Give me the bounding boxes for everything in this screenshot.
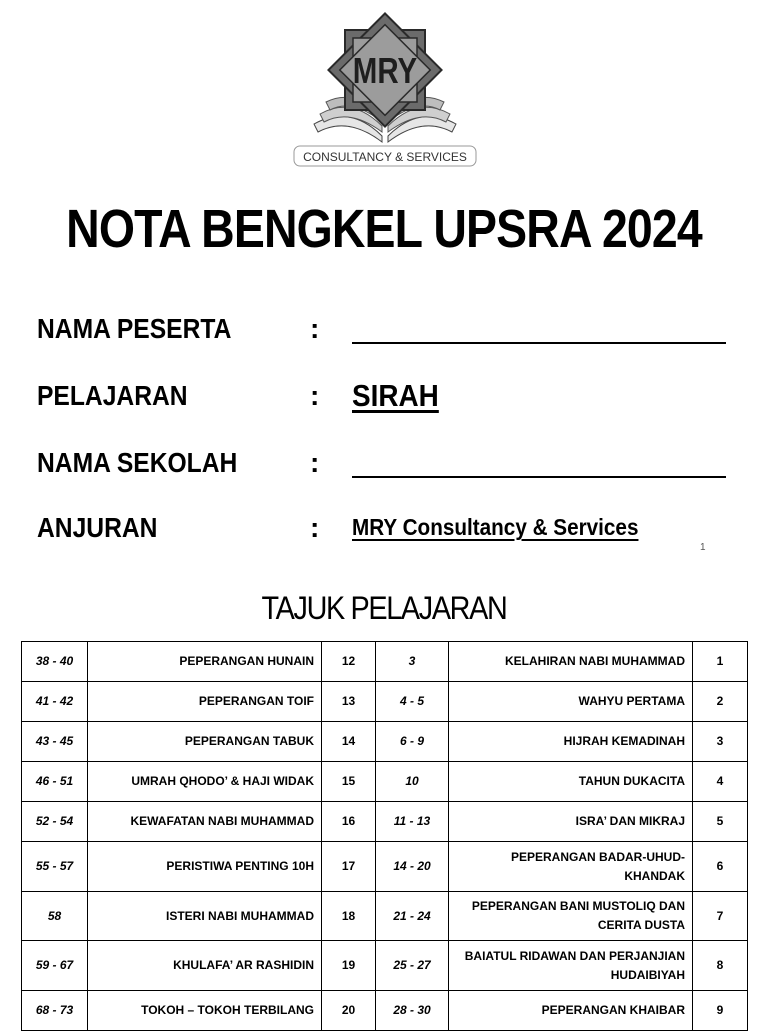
left-pages-cell: 46 - 51 [22,762,88,802]
left-number-cell: 14 [322,722,376,762]
right-topic-cell: PEPERANGAN BANI MUSTOLIQ DAN CERITA DUSTA [449,892,693,941]
right-topic-cell: PEPERANGAN BADAR-UHUD-KHANDAK [449,842,693,892]
left-number-cell: 12 [322,642,376,682]
left-number-cell: 20 [322,991,376,1031]
field-colon: : [310,447,320,478]
left-topic-cell: KHULAFA’ AR RASHIDIN [88,941,322,991]
left-number-cell: 19 [322,941,376,991]
right-number-cell: 6 [693,842,748,892]
table-row [22,941,748,991]
topics-table [21,641,748,1031]
left-topic-cell: PEPERANGAN HUNAIN [88,642,322,682]
table-row [22,802,748,842]
right-number-cell: 8 [693,941,748,991]
right-pages-cell: 11 - 13 [376,802,449,842]
right-pages-cell: 25 - 27 [376,941,449,991]
right-number-cell: 9 [693,991,748,1031]
table-row [22,682,748,722]
pelajaran-value: SIRAH [352,378,439,413]
right-number-cell: 4 [693,762,748,802]
left-topic-cell: KEWAFATAN NABI MUHAMMAD [88,802,322,842]
table-row [22,642,748,682]
left-number-cell: 15 [322,762,376,802]
logo-caption: CONSULTANCY & SERVICES [303,150,467,164]
right-topic-cell: BAIATUL RIDAWAN DAN PERJANJIAN HUDAIBIYAH [449,941,693,991]
right-topic-cell: KELAHIRAN NABI MUHAMMAD [449,642,693,682]
nama-peserta-blank-line[interactable] [352,342,726,344]
left-topic-cell: PEPERANGAN TOIF [88,682,322,722]
field-colon: : [310,512,320,543]
right-topic-cell: TAHUN DUKACITA [449,762,693,802]
field-colon: : [310,313,320,344]
anjuran-value: MRY Consultancy & Services [352,514,639,540]
left-topic-cell: PEPERANGAN TABUK [88,722,322,762]
right-topic-cell: ISRA’ DAN MIKRAJ [449,802,693,842]
field-colon: : [310,380,320,411]
field-label-nama-peserta: NAMA PESERTA [37,313,232,344]
left-number-cell: 16 [322,802,376,842]
left-pages-cell: 55 - 57 [22,842,88,892]
right-topic-cell: WAHYU PERTAMA [449,682,693,722]
left-number-cell: 18 [322,892,376,941]
left-number-cell: 17 [322,842,376,892]
left-topic-cell: PERISTIWA PENTING 10H [88,842,322,892]
left-topic-cell: ISTERI NABI MUHAMMAD [88,892,322,941]
left-pages-cell: 43 - 45 [22,722,88,762]
left-pages-cell: 59 - 67 [22,941,88,991]
right-number-cell: 7 [693,892,748,941]
table-row [22,762,748,802]
small-page-number: 1 [700,542,706,553]
document-title: NOTA BENGKEL UPSRA 2024 [66,199,702,259]
right-number-cell: 3 [693,722,748,762]
right-pages-cell: 14 - 20 [376,842,449,892]
field-label-nama-sekolah: NAMA SEKOLAH [37,447,238,478]
left-pages-cell: 58 [22,892,88,941]
right-pages-cell: 3 [376,642,449,682]
table-row [22,722,748,762]
right-pages-cell: 4 - 5 [376,682,449,722]
logo-mark-text: MRY [352,50,418,91]
field-label-anjuran: ANJURAN [37,512,158,543]
right-topic-cell: HIJRAH KEMADINAH [449,722,693,762]
mry-logo [290,12,480,170]
table-row [22,892,748,941]
right-pages-cell: 6 - 9 [376,722,449,762]
left-pages-cell: 52 - 54 [22,802,88,842]
nama-sekolah-blank-line[interactable] [352,476,726,478]
field-label-pelajaran: PELAJARAN [37,380,188,411]
right-number-cell: 2 [693,682,748,722]
left-pages-cell: 41 - 42 [22,682,88,722]
left-number-cell: 13 [322,682,376,722]
right-pages-cell: 28 - 30 [376,991,449,1031]
right-number-cell: 1 [693,642,748,682]
right-pages-cell: 10 [376,762,449,802]
left-topic-cell: UMRAH QHODO’ & HAJI WIDAK [88,762,322,802]
left-pages-cell: 68 - 73 [22,991,88,1031]
right-topic-cell: PEPERANGAN KHAIBAR [449,991,693,1031]
right-pages-cell: 21 - 24 [376,892,449,941]
section-title: TAJUK PELAJARAN [261,590,507,626]
left-pages-cell: 38 - 40 [22,642,88,682]
right-number-cell: 5 [693,802,748,842]
table-row [22,842,748,892]
table-row [22,991,748,1031]
left-topic-cell: TOKOH – TOKOH TERBILANG [88,991,322,1031]
